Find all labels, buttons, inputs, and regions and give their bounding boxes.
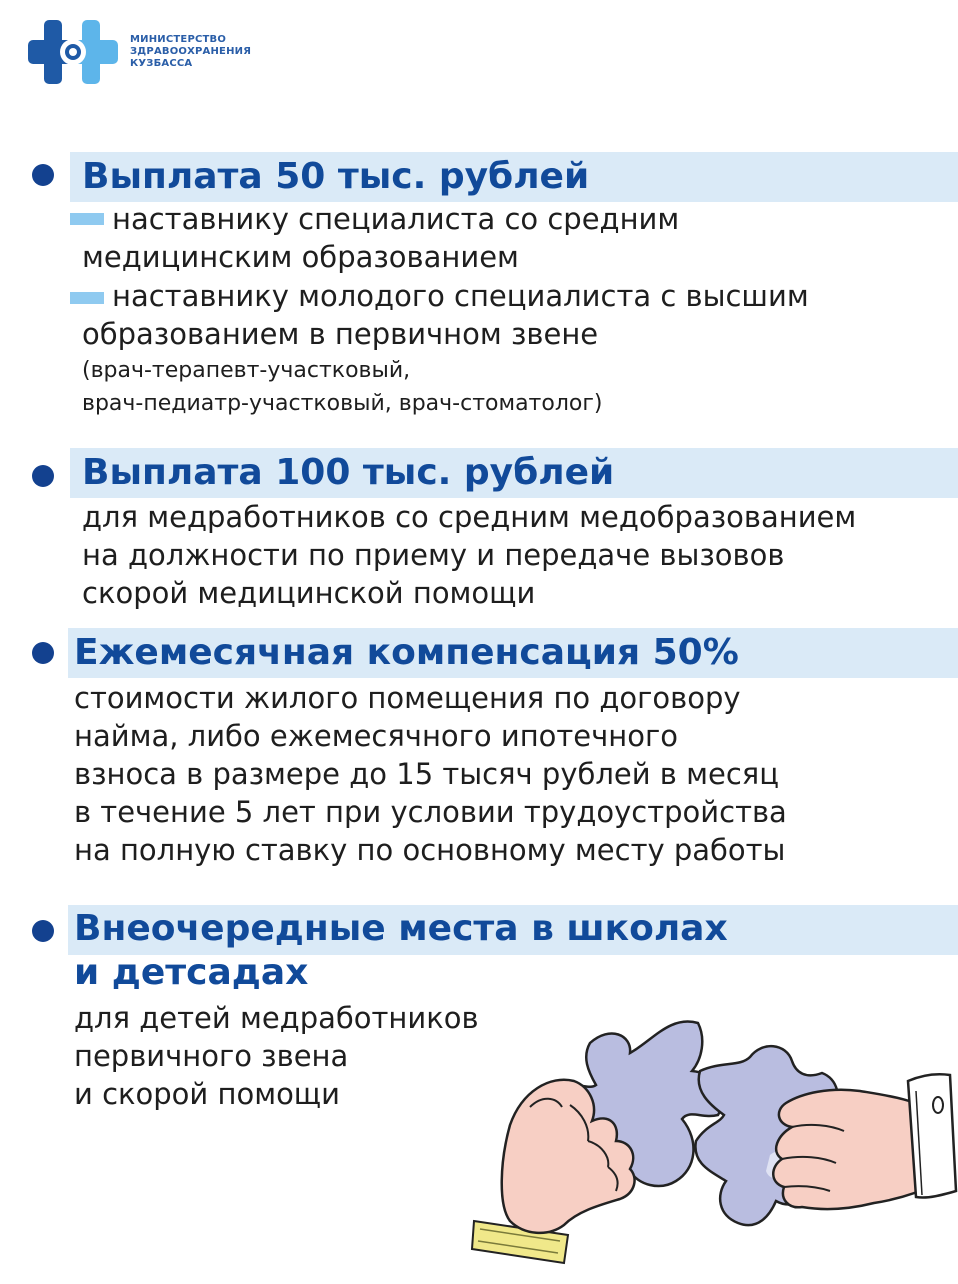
section-1-item-1-marker	[70, 213, 104, 225]
section-1-item-1-line-2: медицинским образованием	[82, 240, 519, 274]
section-1-item-1-line-1: наставнику специалиста со средним	[112, 202, 680, 236]
section-1-item-2-line-2: образованием в первичном звене	[82, 317, 599, 351]
section-3-line-5: на полную ставку по основному месту работы	[74, 833, 786, 867]
section-2-line-3: скорой медицинской помощи	[82, 576, 536, 610]
section-4-line-2: первичного звена	[74, 1039, 349, 1073]
section-2-line-2: на должности по приему и передаче вызовов	[82, 538, 785, 572]
ministry-name-line-1: МИНИСТЕРСТВО	[130, 34, 227, 45]
section-1-note-line-1: (врач-терапевт-участковый,	[82, 358, 411, 383]
section-1-item-2-line-1: наставнику молодого специалиста с высшим	[112, 279, 809, 313]
section-1-note-line-2: врач-педиатр-участковый, врач-стоматолог)	[82, 391, 603, 416]
section-3-line-4: в течение 5 лет при условии трудоустройства	[74, 795, 787, 829]
section-1-bullet	[32, 164, 54, 186]
section-1-heading: Выплата 50 тыс. рублей	[82, 156, 590, 197]
section-3-line-2: найма, либо ежемесячного ипотечного	[74, 719, 678, 753]
ministry-name	[130, 34, 251, 70]
section-4-line-1: для детей медработников	[74, 1001, 479, 1035]
section-3-line-1: стоимости жилого помещения по договору	[74, 681, 741, 715]
hands-joining-puzzle-pieces-icon	[470, 995, 958, 1280]
section-1-item-2-marker	[70, 292, 104, 304]
section-3-heading: Ежемесячная компенсация 50%	[74, 632, 739, 673]
section-3-bullet	[32, 642, 54, 664]
section-2-bullet	[32, 465, 54, 487]
ministry-name-line-2: ЗДРАВООХРАНЕНИЯ	[130, 46, 252, 57]
section-4-heading-line-1: Внеочередные места в школах	[74, 908, 728, 949]
section-2-line-1: для медработников со средним медобразованием	[82, 500, 857, 534]
section-4-bullet	[32, 920, 54, 942]
section-3-line-3: взноса в размере до 15 тысяч рублей в месяц	[74, 757, 779, 791]
section-4-line-3: и скорой помощи	[74, 1077, 340, 1111]
section-4-heading-line-2: и детсадах	[74, 952, 309, 993]
ministry-logo	[26, 18, 266, 88]
ministry-name-line-3: КУЗБАССА	[130, 58, 193, 69]
section-2-heading: Выплата 100 тыс. рублей	[82, 452, 615, 493]
medical-cross-logo-icon	[26, 18, 126, 88]
